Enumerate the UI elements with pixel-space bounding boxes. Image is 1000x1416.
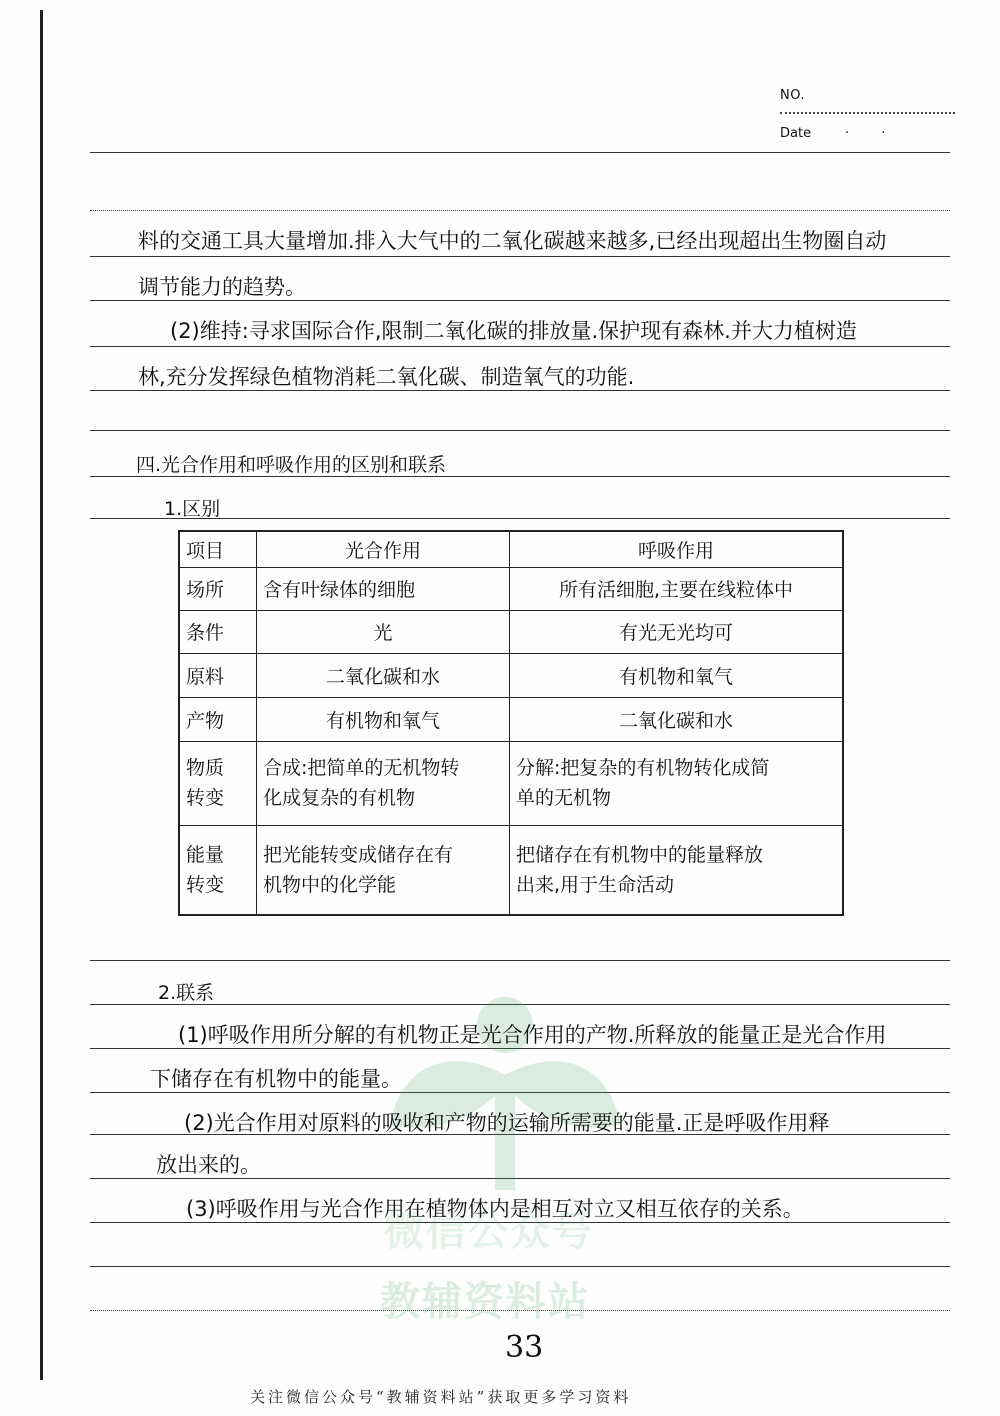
table-cell	[510, 741, 844, 825]
paragraph-line: (2)光合作用对原料的吸收和产物的运输所需要的能量.正是呼吸作用释	[184, 1111, 830, 1135]
paragraph-line: (2)维持:寻求国际合作,限制二氧化碳的排放量.保护现有森林.并大力植树造	[170, 319, 857, 343]
paragraph-line: 下储存在有机物中的能量。	[150, 1067, 402, 1091]
table-cell	[257, 825, 510, 915]
ruled-line	[90, 152, 950, 153]
table-cell: 二氧化碳和水	[510, 697, 844, 741]
watermark-text-1: 微信公众号	[384, 1209, 594, 1255]
table-row	[179, 697, 843, 741]
table-row	[179, 741, 843, 825]
table-cell: 条件	[179, 610, 257, 653]
header-no-label: NO.	[780, 88, 806, 103]
table-cell	[510, 825, 844, 915]
table-cell: 所有活细胞,主要在线粒体中	[510, 567, 844, 610]
table-row	[179, 825, 843, 915]
table-cell-line: 合成:把简单的无机物转	[263, 757, 460, 779]
table-cell: 含有叶绿体的细胞	[257, 567, 510, 610]
paragraph-line: 调节能力的趋势。	[138, 275, 306, 299]
page-number: 33	[505, 1330, 544, 1365]
table-cell-line: 转变	[186, 787, 225, 809]
table-header-cell: 项目	[179, 531, 257, 567]
table-cell: 场所	[179, 567, 257, 610]
table-cell	[257, 741, 510, 825]
footer-note: 关注微信公众号“教辅资料站”获取更多学习资料	[250, 1388, 632, 1406]
subheading-difference: 1.区别	[164, 498, 221, 520]
watermark-text-2: 教辅资料站	[380, 1279, 590, 1325]
section-heading: 四.光合作用和呼吸作用的区别和联系	[136, 454, 447, 476]
table-cell: 有机物和氧气	[510, 653, 844, 697]
table-cell-line: 把光能转变成储存在有	[263, 843, 454, 866]
table-cell: 有机物和氧气	[257, 697, 510, 741]
ruled-line	[90, 390, 950, 391]
header-date-dots: · ·	[845, 126, 900, 141]
table-cell-line: 转变	[186, 873, 225, 896]
paragraph-line: (1)呼吸作用所分解的有机物正是光合作用的产物.所释放的能量正是光合作用	[178, 1023, 887, 1047]
table-cell-line: 机物中的化学能	[263, 873, 397, 896]
table-row	[179, 653, 843, 697]
comparison-table	[178, 530, 844, 916]
table-cell: 二氧化碳和水	[257, 653, 510, 697]
ruled-line	[90, 256, 950, 257]
paragraph-line: 林,充分发挥绿色植物消耗二氧化碳、制造氧气的功能.	[138, 365, 635, 389]
paragraph-line: 料的交通工具大量增加.排入大气中的二氧化碳越来越多,已经出现超出生物圈自动	[138, 229, 887, 253]
table-header-cell: 呼吸作用	[510, 531, 844, 567]
table-cell: 光	[257, 610, 510, 653]
table-cell-line: 出来,用于生命活动	[516, 873, 675, 896]
table-cell: 有光无光均可	[510, 610, 844, 653]
ruled-line	[90, 300, 950, 301]
table-cell: 产物	[179, 697, 257, 741]
table-header-cell: 光合作用	[257, 531, 510, 567]
table-cell	[179, 825, 257, 915]
ruled-line	[90, 960, 950, 961]
table-header-row	[179, 531, 843, 567]
table-cell-line: 化成复杂的有机物	[263, 787, 416, 809]
table-cell: 原料	[179, 653, 257, 697]
table-row	[179, 610, 843, 653]
ruled-line	[90, 430, 950, 431]
table-cell-line: 能量	[186, 843, 225, 866]
table-cell	[179, 741, 257, 825]
paragraph-line: (3)呼吸作用与光合作用在植物体内是相互对立又相互依存的关系。	[186, 1197, 804, 1221]
header-date-label: Date	[780, 126, 812, 141]
ruled-line	[90, 346, 950, 347]
table-row	[179, 567, 843, 610]
table-cell-line: 把储存在有机物中的能量释放	[516, 843, 764, 866]
subheading-relation: 2.联系	[158, 982, 215, 1004]
ruled-line	[90, 210, 950, 211]
margin-line	[40, 10, 43, 1380]
table-cell-line: 单的无机物	[516, 787, 612, 809]
table-cell-line: 分解:把复杂的有机物转化成简	[516, 757, 770, 779]
table-cell-line: 物质	[186, 757, 225, 779]
header-no-line	[780, 112, 955, 114]
paragraph-line: 放出来的。	[156, 1153, 261, 1177]
